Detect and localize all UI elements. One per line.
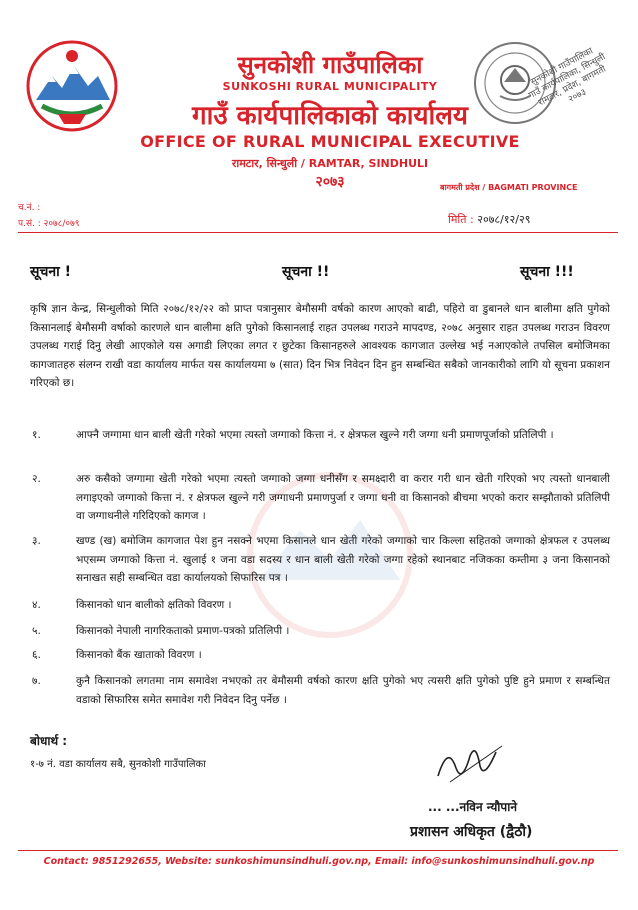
item-number: २. xyxy=(32,473,41,485)
header-divider xyxy=(18,232,618,233)
office-name-en: OFFICE OF RURAL MUNICIPAL EXECUTIVE xyxy=(140,132,520,151)
established-year: २०७३ xyxy=(315,174,345,190)
item-text: आफ्नै जग्गामा धान बाली खेती गरेको भएमा त्यस्तो जग्गाको कित्ता नं. र क्षेत्रफल खुल्ने गरी जग्गा धनी प्रमाणपूर्जाको प्रतिलिपी । xyxy=(76,429,554,441)
signatory-name: ... ...नविन न्यौपाने xyxy=(428,800,517,814)
item-number: १. xyxy=(32,429,41,441)
item-number: ५. xyxy=(32,625,41,637)
item-number: ७. xyxy=(32,675,41,687)
office-name-np: गाउँ कार्यपालिकाको कार्यालय xyxy=(192,101,468,131)
notice-heading-1: सूचना ! xyxy=(30,264,72,280)
footer-contact: Contact: 9851292655, Website: sunkoshimunsindhuli.gov.np, Email: info@sunkoshimunsindhuli.gov.np xyxy=(43,856,595,867)
nepal-emblem-icon xyxy=(22,36,122,136)
pa-sa-number: प.सं. : २०७८/०७९ xyxy=(18,219,80,229)
municipality-name-np: सुनकोशी गाउँपालिका xyxy=(237,51,423,79)
notice-paragraph: कृषि ज्ञान केन्द्र, सिन्धुलीको मिति २०७८/१२/२२ को प्राप्त पत्रानुसार बेमौसमी वर्षको कारण आएको बाढी, पहिरो वा डुबानले धान बालीमा क्षति पुगेको किसानलाई बेमौसमी वर्षाको कारणले धान बालीमा क्षति पुगेको किसानलाई राहत उपलब्ध गराउने मापदण्ड, २०७८ अनुसार राहत उपलब्ध गराउन विवरण उपलब्ध गराई दिनु लेखी आएकोले यस अगाडी लिएका लगत र छुटेका किसानहरुले आवश्यक कागजात उल्लेख भई नआएकोले तपसिल बमोजिमका कागजातहरु संलग्न राखी वडा कार्यालय मार्फत यस कार्यालयमा ७ (सात) दिन भित्र निवेदन दिन हुन सम्बन्धित सबैको जानकारीको लागि यो सूचना प्रकाशन गरिएको छ। xyxy=(30,303,610,389)
item-number: ३. xyxy=(32,535,41,547)
date-label: मिति : xyxy=(448,213,474,226)
signature-icon xyxy=(430,738,510,788)
item-number: ६. xyxy=(32,649,41,661)
item-text: खण्ड (ख) बमोजिम कागजात पेश हुन नसक्ने भएमा किसानले धान खेती गरेको जग्गाको चार किल्ला सहितको जग्गाको क्षेत्रफल र उपलब्ध भएसम्म जग्गाको कित्ता नं. खुलाई १ जना वडा सदस्य र धान बाली खेती गरेको जग्गा रहेको स्थानबाट नजिकका कम्तीमा ३ जना किसानको सनाखत सही सम्बन्धित वडा कार्यालयको सिफारिस पत्र । xyxy=(76,535,610,584)
date-row xyxy=(448,212,530,227)
item-text: अरु कसैको जग्गामा खेती गरेको भएमा त्यस्तो जग्गाको जग्गा धनीसँग र समक्ष्दारी वा करार गरी धान खेती गरिएको भए त्यस्तो धानबाली लगाइएको जग्गाको कित्ता नं. र क्षेत्रफल खुल्ने गरी जग्गाधनी प्रमाणपुर्जा र जग्गा धनी वा किसानको बीचमा भएको करार सम्झौताको प्रतिलिपी वा जग्गाधनीले गरिदिएको कागज । xyxy=(76,473,610,522)
signatory-title: प्रशासन अधिकृत (द्वैठौ) xyxy=(410,824,533,840)
municipality-name-en: SUNKOSHI RURAL MUNICIPALITY xyxy=(222,80,438,93)
ch-number: च.नं. : xyxy=(18,203,41,213)
notice-heading-2: सूचना !! xyxy=(282,264,330,280)
bodhartha-label: बोधार्थ : xyxy=(30,734,68,748)
notice-heading-3: सूचना !!! xyxy=(520,264,574,280)
date-value: २०७८/१२/२९ xyxy=(477,213,531,226)
seal-text: सुनकोशी गाउँपालिका गाउँ कार्यपालिका, सिन्धुली रामटार, प्रदेश, बागमती २०७३ xyxy=(527,46,608,109)
item-text: किसानको बैंक खाताको विवरण । xyxy=(76,649,202,661)
office-address: रामटार, सिन्धुली / RAMTAR, SINDHULI xyxy=(231,157,429,170)
item-text: किसानको धान बालीको क्षतिको विवरण । xyxy=(76,599,232,611)
province-label: बागमती प्रदेश / BAGMATI PROVINCE xyxy=(440,183,578,192)
item-text: किसानको नेपाली नागरिकताको प्रमाण-पत्रको प्रतिलिपी । xyxy=(76,625,290,637)
footer-divider xyxy=(18,850,618,851)
item-text: कुनै किसानको लगतमा नाम समावेश नभएको तर बेमौसमी वर्षको कारण क्षति पुगेको भए त्यसरी क्षति पुगेको पुष्टि हुने प्रमाण र सम्बन्धित वडाको सिफारिस समेत समावेश गरी निवेदन दिनु पर्नेछ । xyxy=(76,675,610,706)
bodhartha-line: १-७ नं. वडा कार्यालय सबै, सुनकोशी गाउँपालिका xyxy=(30,759,206,770)
item-number: ४. xyxy=(32,599,41,611)
